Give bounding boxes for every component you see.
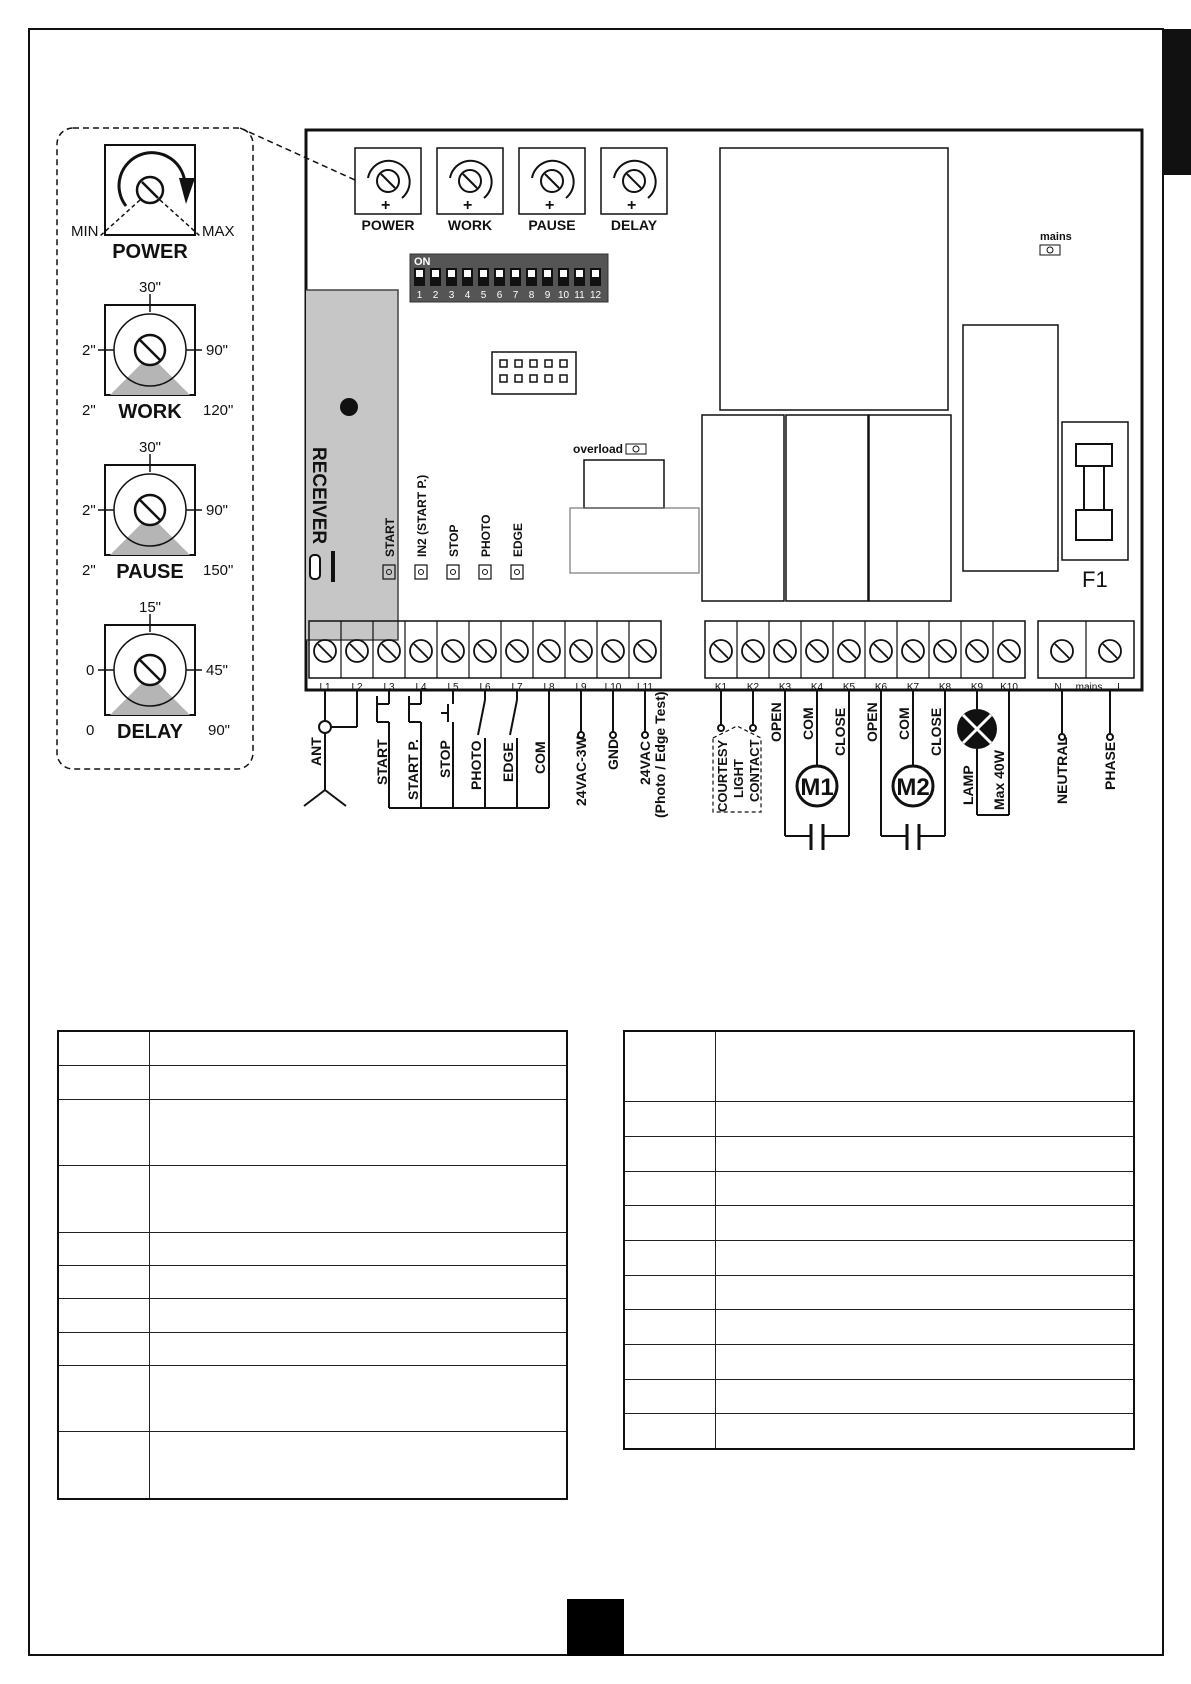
- m1-com-label: COM: [800, 707, 816, 740]
- dip-number: 12: [589, 290, 602, 301]
- trimmer-pause: [519, 148, 585, 233]
- input-start-label: START: [374, 739, 390, 785]
- m1-label: M1: [800, 774, 834, 801]
- m1-close-label: CLOSE: [832, 707, 848, 756]
- motor-m1: [768, 690, 849, 850]
- input-led-label: STOP: [447, 524, 461, 557]
- input-photo-label: PHOTO: [468, 740, 484, 790]
- gnd-label: GND: [605, 738, 621, 770]
- input-com-label: COM: [532, 741, 548, 774]
- delay-top-label: 15": [138, 599, 162, 616]
- right-empty-table: [623, 1030, 1135, 1450]
- terminal-label: K3: [778, 682, 792, 693]
- pause-right-label: 90": [206, 502, 229, 519]
- lamp-label: LAMP: [960, 765, 976, 805]
- input-led-label: PHOTO: [479, 514, 493, 557]
- work-zoom-title: WORK: [118, 401, 182, 423]
- input-leds: [383, 475, 525, 579]
- trimmer-pause-sign: +: [545, 197, 555, 214]
- trimmer-delay-sign: +: [627, 197, 637, 214]
- header-pin: [560, 375, 567, 382]
- header-pin: [500, 375, 507, 382]
- power-out-label: 24VAC-3W: [573, 736, 589, 806]
- m2-com-label: COM: [896, 707, 912, 740]
- header-pin: [560, 360, 567, 367]
- terminal-label: L5: [447, 682, 459, 693]
- pause-zoom-title: PAUSE: [116, 561, 184, 583]
- power-knob-zoom: [71, 145, 235, 263]
- antenna: [304, 690, 357, 806]
- terminal-label: L11: [637, 682, 653, 693]
- table-row-divider: [625, 1275, 1133, 1276]
- table-column-divider: [149, 1032, 150, 1498]
- table-column-divider: [715, 1032, 716, 1448]
- receiver-module: [306, 290, 398, 640]
- terminal-label: K8: [938, 682, 952, 693]
- input-led: [415, 565, 427, 579]
- connector-header: [492, 352, 576, 394]
- dip-number: 1: [416, 290, 423, 301]
- terminal-label: K6: [874, 682, 888, 693]
- terminal-label: L7: [511, 682, 523, 693]
- dip-number: 5: [480, 290, 487, 301]
- delay-left-label: 0: [86, 662, 95, 679]
- table-row-divider: [59, 1365, 566, 1366]
- table-row-divider: [625, 1136, 1133, 1137]
- relay-1: [702, 415, 784, 601]
- pause-br-label: 150": [203, 562, 234, 579]
- pause-bl-label: 2": [82, 562, 96, 579]
- dip-number: 8: [528, 290, 535, 301]
- terminal-label: L2: [351, 682, 363, 693]
- header-pin: [530, 360, 537, 367]
- external-wiring: [304, 690, 1118, 850]
- component-block: [570, 508, 699, 573]
- dip-number: 10: [557, 290, 570, 301]
- dip-number: 4: [464, 290, 471, 301]
- terminal-label: L6: [479, 682, 491, 693]
- table-row-divider: [625, 1205, 1133, 1206]
- terminal-label: L10: [604, 682, 622, 693]
- input-edge-label: EDGE: [500, 742, 516, 782]
- pause-knob-zoom: [82, 439, 233, 583]
- dip-number: 7: [512, 290, 519, 301]
- courtesy-label-1: COURTESY: [715, 739, 730, 812]
- overload-led-label: overload: [573, 442, 624, 456]
- work-right-label: 90": [206, 342, 229, 359]
- control-board: [306, 130, 1142, 693]
- fuse-f1: [1062, 422, 1128, 592]
- table-row-divider: [625, 1309, 1133, 1310]
- table-row-divider: [59, 1065, 566, 1066]
- dip-number: 11: [574, 290, 585, 301]
- trimmer-work-sign: +: [463, 197, 473, 214]
- power-min-label: MIN: [71, 223, 99, 240]
- input-stop-label: STOP: [437, 740, 453, 778]
- terminal-label: L: [1117, 682, 1123, 693]
- terminal-label: K10: [1000, 682, 1018, 693]
- dip-switch-bank: [410, 254, 608, 302]
- table-row-divider: [59, 1265, 566, 1266]
- inputs-wiring: [374, 690, 549, 808]
- left-empty-table: [57, 1030, 568, 1500]
- header-pin: [515, 375, 522, 382]
- work-knob-zoom: [82, 279, 233, 423]
- dip-number: 6: [496, 290, 503, 301]
- trimmer-power-sign: +: [381, 197, 391, 214]
- relay-4: [963, 325, 1058, 571]
- dip-number: 3: [448, 290, 455, 301]
- table-row-divider: [625, 1379, 1133, 1380]
- header-pin: [545, 360, 552, 367]
- trimmer-delay: [601, 148, 667, 233]
- test-out-label: 24VAC: [637, 740, 653, 785]
- power-max-label: MAX: [202, 223, 235, 240]
- header-pin: [545, 375, 552, 382]
- work-bl-label: 2": [82, 402, 96, 419]
- dip-number: 9: [544, 290, 551, 301]
- table-row-divider: [625, 1171, 1133, 1172]
- relay-2: [786, 415, 868, 601]
- transformer-block: [720, 148, 948, 410]
- terminal-label: K9: [970, 682, 984, 693]
- overload-component: [584, 460, 664, 508]
- terminal-label: L4: [415, 682, 427, 693]
- terminal-label: K1: [714, 682, 728, 693]
- header-pin: [530, 375, 537, 382]
- table-row-divider: [625, 1344, 1133, 1345]
- input-led-label: EDGE: [511, 522, 525, 557]
- m2-close-label: CLOSE: [928, 707, 944, 756]
- table-row-divider: [625, 1101, 1133, 1102]
- work-top-label: 30": [138, 279, 162, 296]
- delay-br-label: 90": [208, 722, 231, 739]
- pause-left-label: 2": [82, 502, 96, 519]
- power-zoom-title: POWER: [112, 241, 188, 263]
- terminal-label: mains: [1075, 682, 1103, 693]
- trimmer-delay-label: DELAY: [610, 217, 658, 233]
- header-pin: [515, 360, 522, 367]
- terminal-label: K5: [842, 682, 856, 693]
- terminal-label: L3: [383, 682, 395, 693]
- fuse-label: F1: [1082, 567, 1108, 592]
- input-startp-label: START P.: [405, 739, 421, 800]
- test-out-sub-label: (Photo / Edge Test): [652, 691, 668, 818]
- table-row-divider: [59, 1165, 566, 1166]
- trimmer-work-label: WORK: [447, 217, 493, 233]
- terminal-label: L8: [543, 682, 555, 693]
- terminal-label: K4: [810, 682, 824, 693]
- table-row-divider: [625, 1413, 1133, 1414]
- terminal-label: L9: [575, 682, 587, 693]
- input-led: [447, 565, 459, 579]
- dip-number: 2: [432, 290, 439, 301]
- courtesy-label-3: CONTACT: [747, 739, 762, 802]
- delay-zoom-title: DELAY: [117, 721, 183, 743]
- courtesy-label-2: LIGHT: [731, 759, 746, 798]
- work-br-label: 120": [203, 402, 234, 419]
- dip-on-label: ON: [414, 256, 431, 268]
- header-pin: [500, 360, 507, 367]
- courtesy-light-contact: [713, 690, 762, 812]
- trimmer-power: [355, 148, 421, 233]
- table-row-divider: [59, 1099, 566, 1100]
- input-led-label: START: [383, 517, 397, 557]
- input-led: [479, 565, 491, 579]
- trimmer-power-label: POWER: [361, 217, 415, 233]
- trimmer-work: [437, 148, 503, 233]
- ant-label: ANT: [308, 737, 324, 766]
- page-number-box: [567, 1599, 624, 1656]
- receiver-label: RECEIVER: [308, 447, 329, 545]
- delay-bl-label: 0: [86, 722, 95, 739]
- delay-right-label: 45": [206, 662, 229, 679]
- table-row-divider: [625, 1240, 1133, 1241]
- table-row-divider: [59, 1332, 566, 1333]
- input-led-label: IN2 (START P.): [415, 474, 429, 557]
- work-left-label: 2": [82, 342, 96, 359]
- pause-top-label: 30": [138, 439, 162, 456]
- delay-knob-zoom: [86, 599, 230, 743]
- lamp-max-label: Max 40W: [991, 750, 1007, 810]
- terminal-label: N: [1054, 682, 1062, 693]
- terminal-label: K2: [746, 682, 760, 693]
- table-row-divider: [59, 1298, 566, 1299]
- lamp: [957, 690, 1009, 815]
- m2-open-label: OPEN: [864, 702, 880, 742]
- motor-m2: [864, 690, 945, 850]
- terminal-strips: [309, 621, 1134, 693]
- m1-open-label: OPEN: [768, 702, 784, 742]
- terminal-label: K7: [906, 682, 920, 693]
- trimmer-pause-label: PAUSE: [528, 217, 576, 233]
- input-led: [511, 565, 523, 579]
- phase-label: PHASE: [1102, 741, 1118, 790]
- relay-3: [869, 415, 951, 601]
- table-row-divider: [59, 1431, 566, 1432]
- m2-label: M2: [896, 774, 930, 801]
- mains-led-label: mains: [1040, 231, 1072, 243]
- table-row-divider: [59, 1232, 566, 1233]
- terminal-label: L1: [319, 682, 331, 693]
- neutral-label: NEUTRAL: [1054, 737, 1070, 804]
